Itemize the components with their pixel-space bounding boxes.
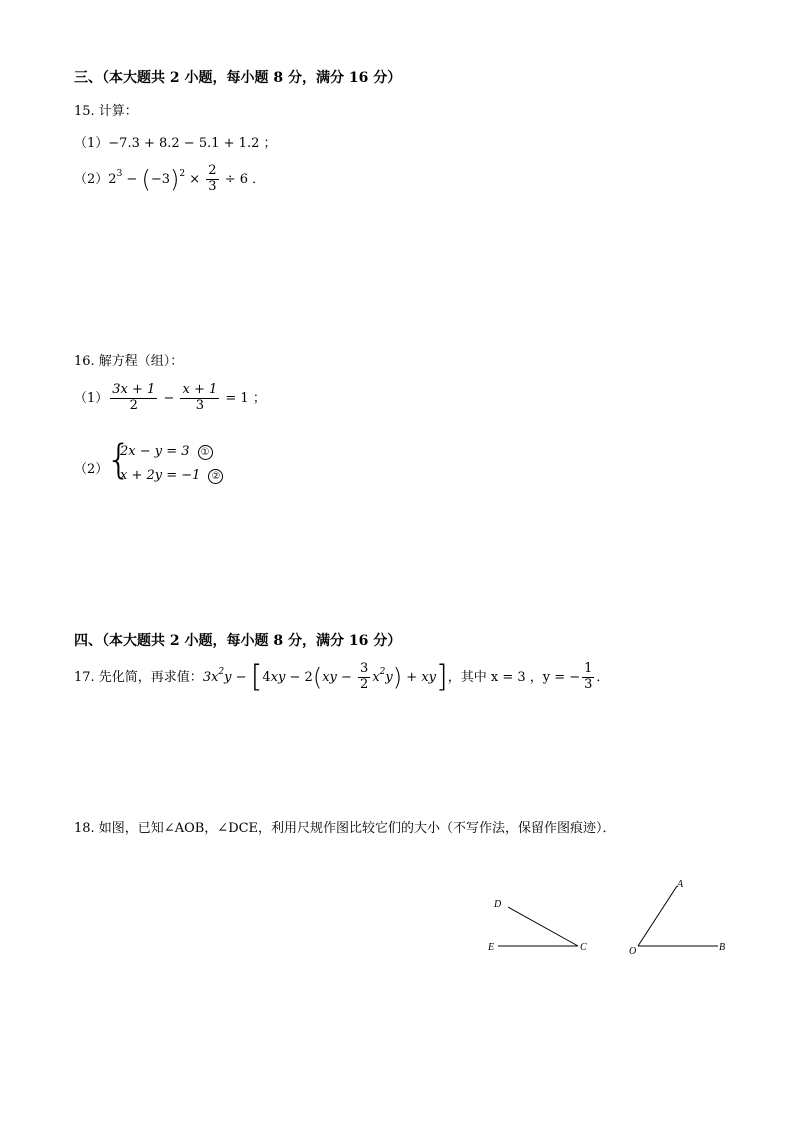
q17-label: 17. 先化简，再求值： bbox=[74, 669, 203, 685]
q17: 17. 先化简，再求值：$3x^2y - [4xy - 2(xy$ − $\frac{3}{2}$ $x^2y) + xy$]，其中 x = 3 ，y = − $\frac{1}{3}$ ． bbox=[74, 659, 610, 695]
q17-expression: $3x^2y - [4xy - 2(xy$ − $\frac{3}{2}$ $x^2y) + xy$] bbox=[202, 659, 448, 695]
q17-fraction: $\frac{3}{2}$ bbox=[360, 661, 369, 692]
q15-part1 bbox=[74, 132, 276, 151]
angle-figure bbox=[470, 870, 740, 965]
q16-fraction-2: $\frac{x + 1}{3}$ bbox=[182, 382, 218, 413]
q15-part1-label: （1） bbox=[74, 136, 109, 151]
q15-part2 bbox=[74, 164, 265, 195]
q16-label: 16. 解方程（组）： bbox=[74, 354, 184, 369]
label-a: A bbox=[677, 879, 684, 890]
q16-fraction-1: $\frac{3x + 1}{2}$ bbox=[112, 382, 156, 413]
system-brace: { bbox=[106, 437, 132, 483]
q15-fraction: $\frac{2}{3}$ bbox=[208, 163, 217, 194]
ray-oa bbox=[638, 886, 677, 946]
q15-part1-expression: −7.3 + 8.2 − 5.1 + 1.2 ； bbox=[108, 136, 277, 151]
q17-condition: ，其中 x = 3 ，y = − bbox=[447, 669, 581, 685]
q17-y-fraction: $\frac{1}{3}$ bbox=[584, 661, 593, 692]
q15-label: 15. 计算： bbox=[74, 104, 138, 119]
section-3-title: 三、（本大题共 2 小题，每小题 8 分，满分 16 分） bbox=[74, 70, 402, 86]
label-d: D bbox=[494, 899, 502, 910]
q15-part2-label: （2） bbox=[74, 171, 109, 187]
ray-cd bbox=[508, 907, 578, 946]
label-e: E bbox=[488, 942, 495, 953]
label-c: C bbox=[580, 942, 587, 953]
q16-part1-label: （1） bbox=[74, 390, 109, 406]
label-b: B bbox=[719, 942, 726, 953]
q16-part2-label: （2） bbox=[74, 462, 109, 477]
label-o: O bbox=[629, 946, 637, 957]
q16-equation-2: x + 2y = −1 ② bbox=[120, 468, 223, 484]
section-4-title: 四、（本大题共 2 小题，每小题 8 分，满分 16 分） bbox=[74, 633, 402, 649]
q16-part1: （1） $\frac{3x + 1}{2}$ − $\frac{x + 1}{3}$ = 1 ； bbox=[74, 382, 266, 413]
q15-part2-expression: $2^3 - (-3)^2$ × $\frac{2}{3}$ ÷ 6 ． bbox=[108, 163, 266, 194]
q18-text: 18. 如图，已知∠AOB，∠DCE，利用尺规作图比较它们的大小（不写作法，保留作图痕迹）． bbox=[74, 821, 616, 836]
q16-equation-1: 2x − y = 3 ① bbox=[120, 444, 213, 460]
